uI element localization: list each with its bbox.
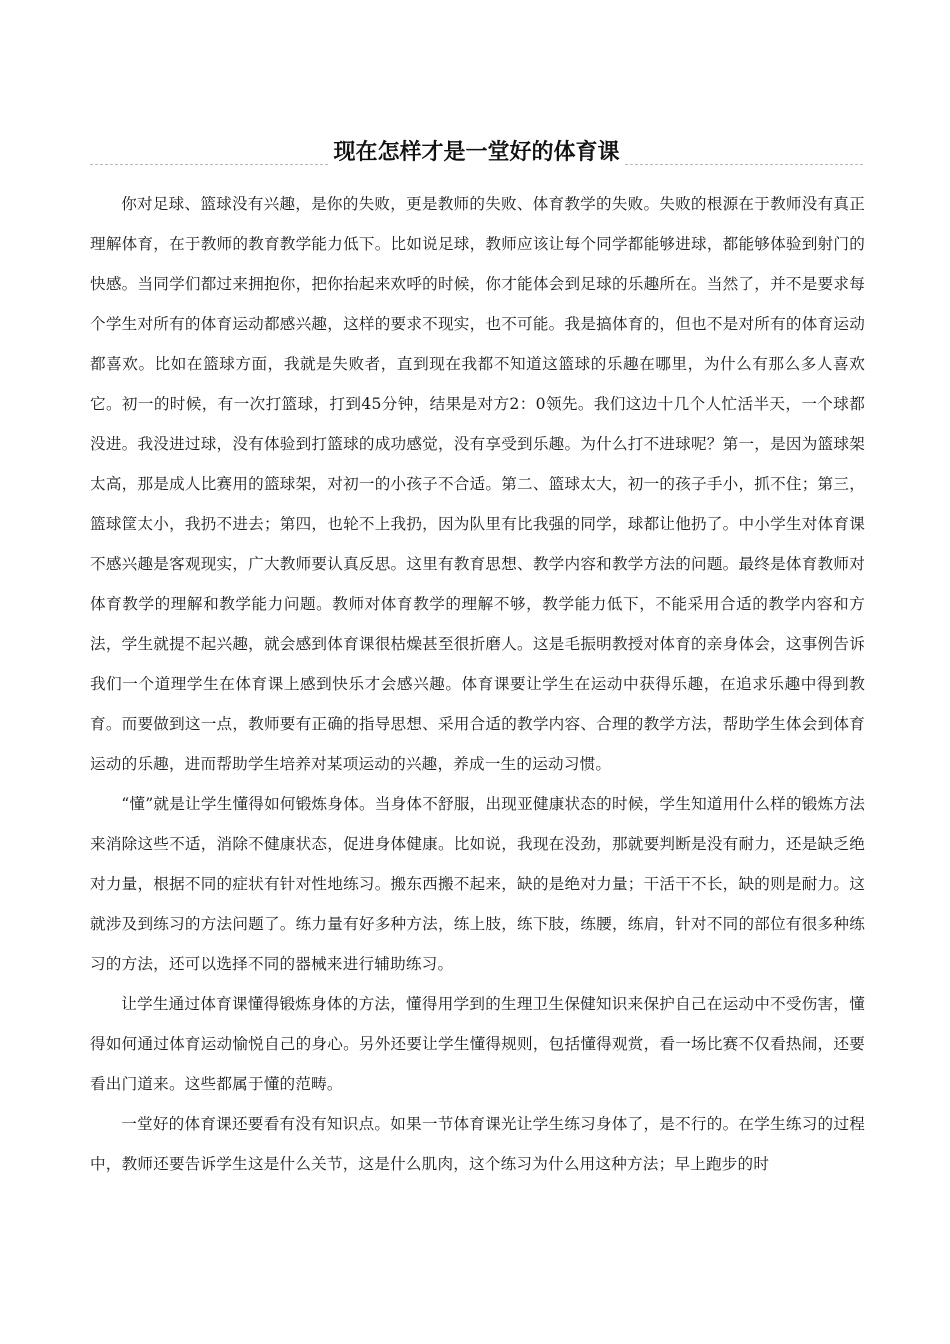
document-title: 现在怎样才是一堂好的体育课 bbox=[329, 136, 623, 170]
paragraph-1: 你对足球、篮球没有兴趣，是你的失败，更是教师的失败、体育教学的失败。失败的根源在于教师没有真正理解体育，在于教师的教育教学能力低下。比如说足球，教师应该让每个同学都能够进球，都能够体验到射门的快感。当同学们都过来拥抱你，把你抬起来欢呼的时候，你才能体会到足球的乐趣所在。当然了，并不是要求每个学生对所有的体育运动都感兴趣，这样的要求不现实，也不可能。我是搞体育的，但也不是对所有的体育运动都喜欢。比如在篮球方面，我就是失败者，直到现在我都不知道这篮球的乐趣在哪里，为什么有那么多人喜欢它。初一的时候，有一次打篮球，打到45分钟，结果是对方2：0领先。我们这边十几个人忙活半天，一个球都没进。我没进过球，没有体验到打篮球的成功感觉，没有享受到乐趣。为什么打不进球呢？第一，是因为篮球架太高，那是成人比赛用的篮球架，对初一的小孩子不合适。第二、篮球太大，初一的孩子手小，抓不住；第三，篮球筐太小，我扔不进去；第四，也轮不上我扔，因为队里有比我强的同学，球都让他扔了。中小学生对体育课不感兴趣是客观现实，广大教师要认真反思。这里有教育思想、教学内容和教学方法的问题。最终是体育教师对体育教学的理解和教学能力问题。教师对体育教学的理解不够，教学能力低下，不能采用合适的教学内容和方法，学生就提不起兴趣，就会感到体育课很枯燥甚至很折磨人。这是毛振明教授对体育的亲身体会，这事例告诉我们一个道理学生在体育课上感到快乐才会感兴趣。体育课要让学生在运动中获得乐趣，在追求乐趣中得到教育。而要做到这一点，教师要有正确的指导思想、采用合适的教学内容、合理的教学方法，帮助学生体会到体育运动的乐趣，进而帮助学生培养对某项运动的兴趣，养成一生的运动习惯。 bbox=[90, 195, 865, 773]
paragraph-2: “懂”就是让学生懂得如何锻炼身体。当身体不舒服，出现亚健康状态的时候，学生知道用什么样的锻炼方法来消除这些不适，消除不健康状态，促进身体健康。比如说，我现在没劲，那就要判断是没有耐力，还是缺乏绝对力量，根据不同的症状有针对性地练习。搬东西搬不起来，缺的是绝对力量；干活干不长，缺的则是耐力。这就涉及到练习的方法问题了。练力量有好多种方法，练上肢，练下肢，练腰，练肩，针对不同的部位有很多种练习的方法，还可以选择不同的器械来进行辅助练习。 bbox=[90, 795, 865, 973]
paragraph-3: 让学生通过体育课懂得锻炼身体的方法，懂得用学到的生理卫生保健知识来保护自己在运动中不受伤害，懂得如何通过体育运动愉悦自己的身心。另外还要让学生懂得规则，包括懂得观赏，看一场比赛不仅看热闹，还要看出门道来。这些都属于懂的范畴。 bbox=[90, 995, 865, 1093]
title-block bbox=[90, 136, 863, 170]
paragraph-4: 一堂好的体育课还要看有没有知识点。如果一节体育课光让学生练习身体了，是不行的。在学生练习的过程中，教师还要告诉学生这是什么关节，这是什么肌肉，这个练习为什么用这种方法；早上跑步的时 bbox=[90, 1115, 865, 1173]
document-body bbox=[90, 184, 865, 1184]
